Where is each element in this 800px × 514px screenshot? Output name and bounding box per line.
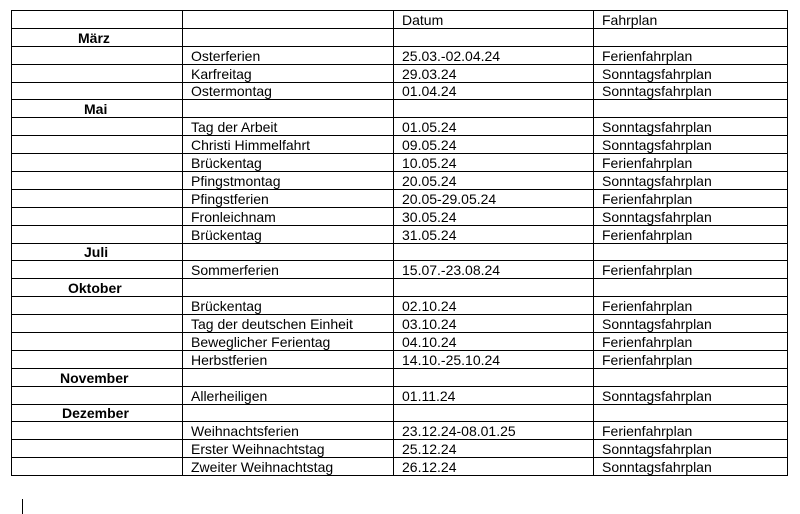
holiday-name-cell[interactable]: Herbstferien bbox=[183, 350, 394, 368]
month-cell[interactable]: Dezember bbox=[12, 404, 183, 422]
table-row bbox=[12, 118, 788, 136]
month-row bbox=[12, 100, 788, 118]
empty-cell[interactable] bbox=[183, 368, 394, 386]
header-cell-holiday[interactable] bbox=[183, 11, 394, 29]
empty-cell[interactable] bbox=[394, 368, 594, 386]
empty-cell[interactable] bbox=[12, 136, 183, 154]
date-cell[interactable]: 25.12.24 bbox=[394, 440, 594, 458]
date-cell[interactable]: 02.10.24 bbox=[394, 297, 594, 315]
table-row bbox=[12, 172, 788, 190]
table-row bbox=[12, 386, 788, 404]
empty-cell[interactable] bbox=[394, 243, 594, 261]
holiday-name-cell[interactable]: Weihnachtsferien bbox=[183, 422, 394, 440]
holiday-name-cell[interactable]: Ostermontag bbox=[183, 82, 394, 100]
header-row bbox=[12, 11, 788, 29]
holiday-name-cell[interactable]: Tag der deutschen Einheit bbox=[183, 315, 394, 333]
table-row bbox=[12, 154, 788, 172]
timetable-cell[interactable]: Ferienfahrplan bbox=[594, 333, 788, 351]
empty-cell[interactable] bbox=[12, 333, 183, 351]
month-cell[interactable]: Juli bbox=[12, 243, 183, 261]
month-row bbox=[12, 243, 788, 261]
date-cell[interactable]: 10.05.24 bbox=[394, 154, 594, 172]
holiday-name-cell[interactable]: Christi Himmelfahrt bbox=[183, 136, 394, 154]
empty-cell[interactable] bbox=[12, 350, 183, 368]
empty-cell[interactable] bbox=[12, 189, 183, 207]
holiday-name-cell[interactable]: Zweiter Weihnachtstag bbox=[183, 458, 394, 476]
date-cell[interactable]: 15.07.-23.08.24 bbox=[394, 261, 594, 279]
date-cell[interactable]: 01.04.24 bbox=[394, 82, 594, 100]
timetable-cell[interactable]: Sonntagsfahrplan bbox=[594, 64, 788, 82]
empty-cell[interactable] bbox=[394, 404, 594, 422]
empty-cell[interactable] bbox=[594, 28, 788, 46]
date-cell[interactable]: 29.03.24 bbox=[394, 64, 594, 82]
empty-cell[interactable] bbox=[183, 28, 394, 46]
timetable-cell[interactable]: Sonntagsfahrplan bbox=[594, 207, 788, 225]
empty-cell[interactable] bbox=[12, 225, 183, 243]
empty-cell[interactable] bbox=[594, 243, 788, 261]
holiday-name-cell[interactable]: Erster Weihnachtstag bbox=[183, 440, 394, 458]
timetable-cell[interactable]: Ferienfahrplan bbox=[594, 422, 788, 440]
date-cell[interactable]: 20.05-29.05.24 bbox=[394, 189, 594, 207]
table-body bbox=[12, 11, 788, 476]
header-cell-fahrplan[interactable]: Fahrplan bbox=[594, 11, 788, 29]
timetable-cell[interactable]: Sonntagsfahrplan bbox=[594, 118, 788, 136]
table-row bbox=[12, 422, 788, 440]
holiday-name-cell[interactable]: Allerheiligen bbox=[183, 386, 394, 404]
holiday-name-cell[interactable]: Pfingstmontag bbox=[183, 172, 394, 190]
table-row bbox=[12, 350, 788, 368]
holiday-schedule-table bbox=[11, 10, 788, 476]
month-row bbox=[12, 368, 788, 386]
table-row bbox=[12, 46, 788, 64]
timetable-cell[interactable]: Sonntagsfahrplan bbox=[594, 82, 788, 100]
empty-cell[interactable] bbox=[12, 118, 183, 136]
table-row bbox=[12, 64, 788, 82]
date-cell[interactable]: 25.03.-02.04.24 bbox=[394, 46, 594, 64]
holiday-name-cell[interactable]: Tag der Arbeit bbox=[183, 118, 394, 136]
holiday-name-cell[interactable]: Osterferien bbox=[183, 46, 394, 64]
empty-cell[interactable] bbox=[594, 100, 788, 118]
empty-cell[interactable] bbox=[594, 279, 788, 297]
date-cell[interactable]: 31.05.24 bbox=[394, 225, 594, 243]
empty-cell[interactable] bbox=[594, 404, 788, 422]
empty-cell[interactable] bbox=[12, 297, 183, 315]
empty-cell[interactable] bbox=[183, 243, 394, 261]
timetable-cell[interactable]: Ferienfahrplan bbox=[594, 350, 788, 368]
empty-cell[interactable] bbox=[12, 261, 183, 279]
timetable-cell[interactable]: Sonntagsfahrplan bbox=[594, 386, 788, 404]
empty-cell[interactable] bbox=[12, 207, 183, 225]
header-cell-datum[interactable]: Datum bbox=[394, 11, 594, 29]
empty-cell[interactable] bbox=[12, 315, 183, 333]
empty-cell[interactable] bbox=[394, 28, 594, 46]
timetable-cell[interactable]: Sonntagsfahrplan bbox=[594, 458, 788, 476]
date-cell[interactable]: 01.11.24 bbox=[394, 386, 594, 404]
holiday-name-cell[interactable]: Brückentag bbox=[183, 297, 394, 315]
month-cell[interactable]: November bbox=[12, 368, 183, 386]
date-cell[interactable]: 23.12.24-08.01.25 bbox=[394, 422, 594, 440]
month-row bbox=[12, 279, 788, 297]
timetable-cell[interactable]: Sonntagsfahrplan bbox=[594, 136, 788, 154]
table-row bbox=[12, 333, 788, 351]
date-cell[interactable]: 20.05.24 bbox=[394, 172, 594, 190]
header-cell-month[interactable] bbox=[12, 11, 183, 29]
timetable-cell[interactable]: Sonntagsfahrplan bbox=[594, 315, 788, 333]
date-cell[interactable]: 04.10.24 bbox=[394, 333, 594, 351]
month-cell[interactable]: März bbox=[12, 28, 183, 46]
date-cell[interactable]: 01.05.24 bbox=[394, 118, 594, 136]
holiday-name-cell[interactable]: Karfreitag bbox=[183, 64, 394, 82]
holiday-name-cell[interactable]: Sommerferien bbox=[183, 261, 394, 279]
empty-cell[interactable] bbox=[12, 458, 183, 476]
empty-cell[interactable] bbox=[183, 100, 394, 118]
empty-cell[interactable] bbox=[12, 46, 183, 64]
timetable-cell[interactable]: Ferienfahrplan bbox=[594, 225, 788, 243]
timetable-cell[interactable]: Ferienfahrplan bbox=[594, 189, 788, 207]
text-cursor bbox=[22, 499, 23, 514]
table-row bbox=[12, 189, 788, 207]
date-cell[interactable]: 09.05.24 bbox=[394, 136, 594, 154]
table-row bbox=[12, 440, 788, 458]
table-row bbox=[12, 136, 788, 154]
month-row bbox=[12, 28, 788, 46]
table-row bbox=[12, 261, 788, 279]
empty-cell[interactable] bbox=[183, 279, 394, 297]
empty-cell[interactable] bbox=[12, 154, 183, 172]
empty-cell[interactable] bbox=[594, 368, 788, 386]
date-cell[interactable]: 30.05.24 bbox=[394, 207, 594, 225]
date-cell[interactable]: 26.12.24 bbox=[394, 458, 594, 476]
table-row bbox=[12, 297, 788, 315]
empty-cell[interactable] bbox=[394, 100, 594, 118]
table-row bbox=[12, 225, 788, 243]
timetable-cell[interactable]: Ferienfahrplan bbox=[594, 261, 788, 279]
timetable-cell[interactable]: Sonntagsfahrplan bbox=[594, 172, 788, 190]
table-row bbox=[12, 82, 788, 100]
month-cell[interactable]: Mai bbox=[12, 100, 183, 118]
empty-cell[interactable] bbox=[12, 82, 183, 100]
timetable-cell[interactable]: Ferienfahrplan bbox=[594, 46, 788, 64]
empty-cell[interactable] bbox=[12, 440, 183, 458]
empty-cell[interactable] bbox=[394, 279, 594, 297]
holiday-name-cell[interactable]: Brückentag bbox=[183, 225, 394, 243]
table-row bbox=[12, 315, 788, 333]
timetable-cell[interactable]: Sonntagsfahrplan bbox=[594, 440, 788, 458]
holiday-name-cell[interactable]: Brückentag bbox=[183, 154, 394, 172]
empty-cell[interactable] bbox=[12, 422, 183, 440]
holiday-name-cell[interactable]: Pfingstferien bbox=[183, 189, 394, 207]
date-cell[interactable]: 14.10.-25.10.24 bbox=[394, 350, 594, 368]
empty-cell[interactable] bbox=[183, 404, 394, 422]
timetable-cell[interactable]: Ferienfahrplan bbox=[594, 297, 788, 315]
holiday-name-cell[interactable]: Beweglicher Ferientag bbox=[183, 333, 394, 351]
month-cell[interactable]: Oktober bbox=[12, 279, 183, 297]
empty-cell[interactable] bbox=[12, 172, 183, 190]
holiday-name-cell[interactable]: Fronleichnam bbox=[183, 207, 394, 225]
empty-cell[interactable] bbox=[12, 64, 183, 82]
table-row bbox=[12, 458, 788, 476]
table-row bbox=[12, 207, 788, 225]
timetable-cell[interactable]: Ferienfahrplan bbox=[594, 154, 788, 172]
date-cell[interactable]: 03.10.24 bbox=[394, 315, 594, 333]
month-row bbox=[12, 404, 788, 422]
empty-cell[interactable] bbox=[12, 386, 183, 404]
